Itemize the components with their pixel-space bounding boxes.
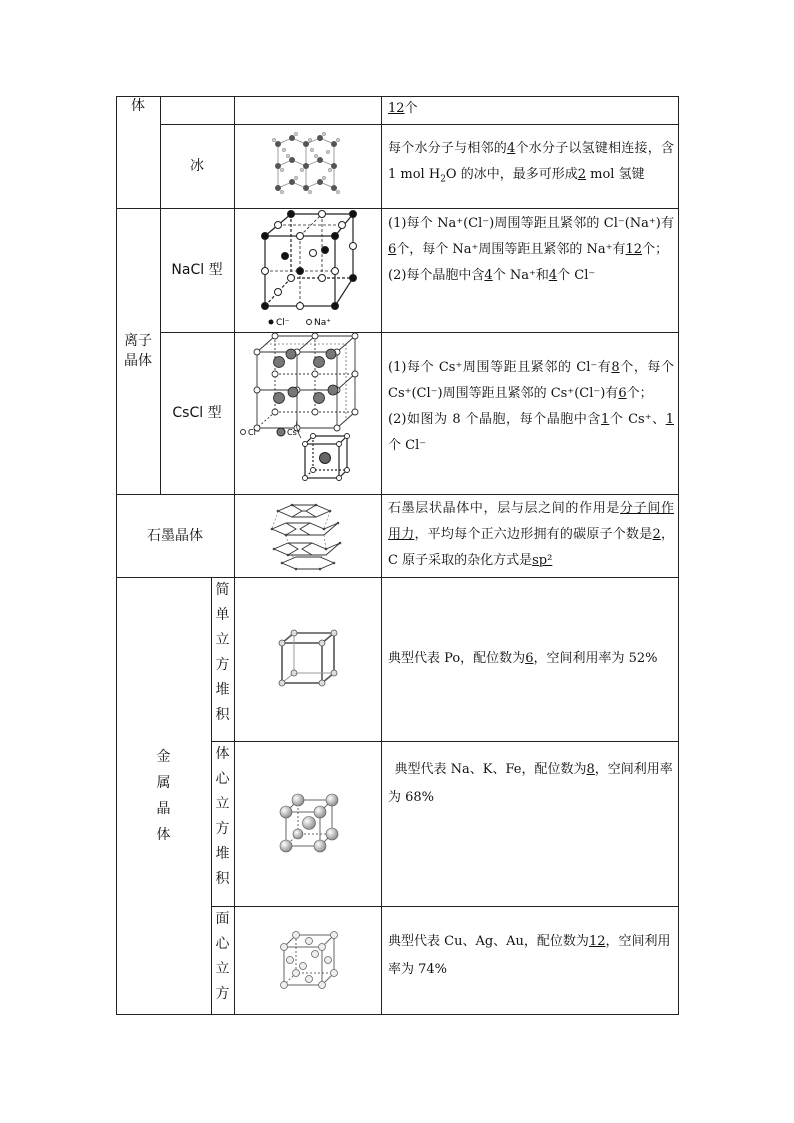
ice-description: 每个水分子与相邻的4个水分子以氢键相连接，含 1 mol $H_2O$ 的冰中，最多可形成2 mol 氢键 bbox=[388, 141, 674, 185]
graphite-structure-image bbox=[235, 494, 381, 577]
simple-cubic-image bbox=[235, 577, 381, 741]
simple-cubic-name: 简单立方堆积 bbox=[215, 582, 230, 723]
fcc-name: 面心立方 bbox=[215, 911, 230, 1002]
cscl-name: CsCl 型 bbox=[172, 405, 222, 421]
nacl-structure-image bbox=[235, 208, 381, 332]
bcc-description: 典型代表 Na、K、Fe，配位数为8，空间利用率为 68% bbox=[388, 762, 673, 805]
fcc-description: 典型代表 Cu、Ag、Au，配位数为12，空间利用率为 74% bbox=[388, 934, 671, 977]
crystal-types-table bbox=[116, 96, 679, 1015]
ice-name: 冰 bbox=[190, 158, 204, 174]
molecular-top-description: 12个 bbox=[388, 101, 418, 116]
fcc-image bbox=[235, 906, 381, 1014]
bcc-image bbox=[235, 741, 381, 906]
graphite-name: 石墨晶体 bbox=[147, 527, 203, 544]
cscl-description: (1)每个 Cs⁺周围等距且紧邻的 Cl⁻有8个，每个 Cs⁺(Cl⁻)周围等距且紧邻的 Cs⁺(Cl⁻)有6个； (2)如图为 8 个晶胞，每个晶胞中含1个 Cs⁺、1个 Cl⁻ bbox=[388, 360, 674, 453]
simple-cubic-description: 典型代表 Po，配位数为6，空间利用率为 52% bbox=[388, 651, 658, 666]
nacl-name: NaCl 型 bbox=[171, 262, 223, 278]
ice-structure-image bbox=[235, 124, 381, 208]
graphite-description: 石墨层状晶体中，层与层之间的作用是分子间作用力，平均每个正六边形拥有的碳原子个数是2，C 原子采取的杂化方式是sp² bbox=[388, 501, 674, 568]
cscl-legend-cl: Cl⁻ bbox=[248, 428, 261, 437]
nacl-description: (1)每个 Na⁺(Cl⁻)周围等距且紧邻的 Cl⁻(Na⁺)有6个，每个 Na⁺周围等距且紧邻的 Na⁺有12个； (2)每个晶胞中含4个 Na⁺和4个 Cl⁻ bbox=[388, 216, 674, 283]
cscl-legend-cs: Cs⁺ bbox=[287, 428, 301, 437]
nacl-legend-cl: Cl⁻ bbox=[276, 318, 290, 328]
metal-crystal-label: 金属晶体 bbox=[156, 748, 171, 843]
nacl-legend-na: Na⁺ bbox=[314, 318, 331, 328]
ionic-crystal-label: 离子晶体 bbox=[124, 333, 152, 369]
molecular-crystal-label: 体 bbox=[131, 98, 145, 114]
cscl-structure-image bbox=[235, 332, 381, 494]
bcc-name: 体心立方堆积 bbox=[215, 746, 230, 887]
